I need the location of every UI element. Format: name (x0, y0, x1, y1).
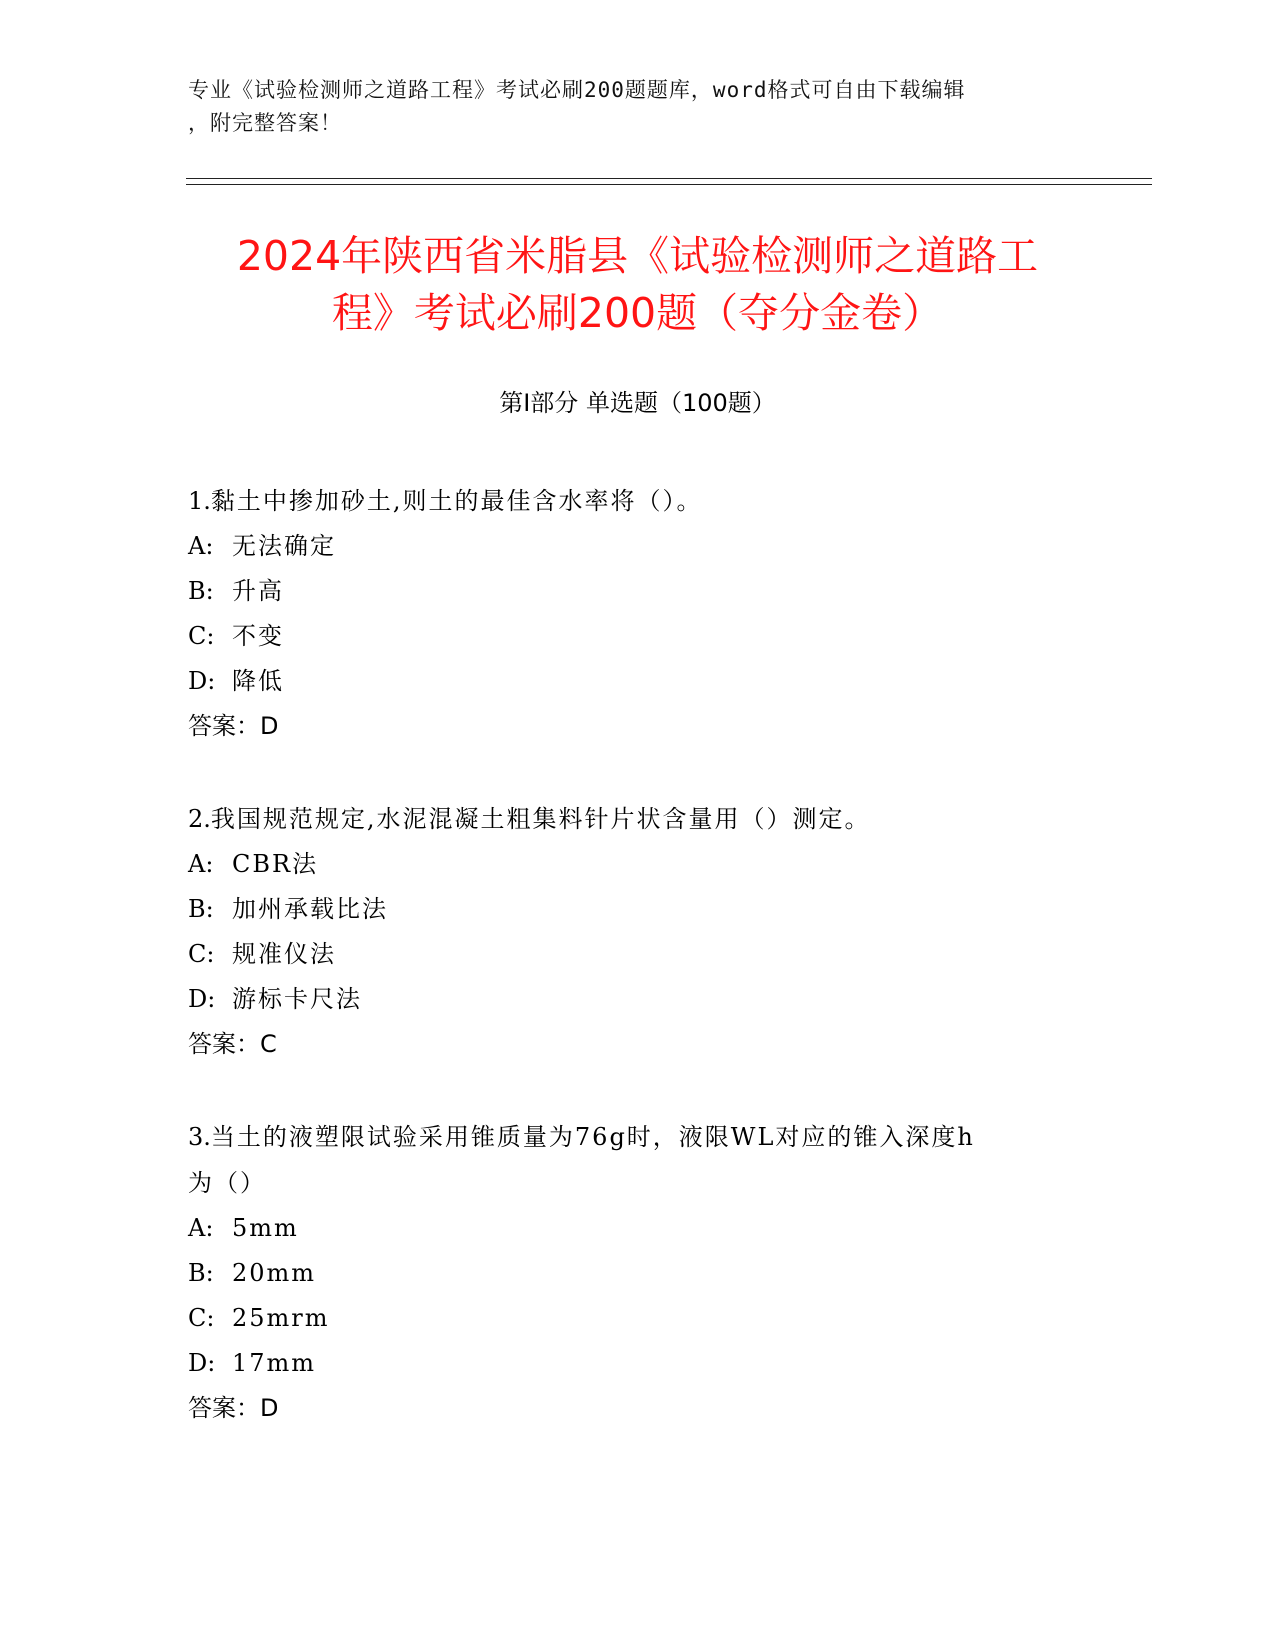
option-d (188, 659, 1088, 704)
option-letter: B: (188, 895, 214, 923)
option-a (188, 524, 1088, 569)
option-d (188, 1341, 1088, 1386)
option-b (188, 569, 1088, 614)
option-letter: B: (188, 1259, 214, 1287)
option-letter: C: (188, 1304, 215, 1332)
option-b (188, 1251, 1088, 1296)
option-letter: D: (188, 1349, 216, 1377)
option-text: 加州承载比法 (232, 895, 388, 923)
option-text: 25mrm (232, 1304, 330, 1332)
option-text: 20mm (232, 1259, 317, 1287)
option-text: 游标卡尺法 (232, 985, 362, 1013)
intro-line-1: 专业《试验检测师之道路工程》考试必刷200题题库，word格式可自由下载编辑 (188, 78, 966, 102)
question-text-line-2: 为（） (188, 1169, 266, 1197)
option-text: 17mm (232, 1349, 317, 1377)
question-number: 3. (188, 1123, 211, 1151)
section-heading: 第Ⅰ部分 单选题（100题） (499, 389, 776, 417)
intro-line-2: ，附完整答案！ (188, 111, 342, 135)
question-stem (188, 796, 1088, 842)
option-letter: A: (188, 850, 214, 878)
question-1 (188, 478, 1088, 749)
answer: 答案：D (188, 1394, 279, 1422)
option-d (188, 977, 1088, 1022)
option-letter: A: (188, 532, 214, 560)
option-letter: C: (188, 940, 215, 968)
option-letter: D: (188, 667, 216, 695)
option-c (188, 1296, 1088, 1341)
option-text: 规准仪法 (232, 940, 336, 968)
option-text: 降低 (232, 667, 284, 695)
option-letter: D: (188, 985, 216, 1013)
question-2 (188, 796, 1088, 1067)
question-number: 1. (188, 487, 211, 515)
option-c (188, 614, 1088, 659)
option-text: 5mm (232, 1214, 299, 1242)
option-a (188, 842, 1088, 887)
option-a (188, 1206, 1088, 1251)
question-text-line-1: 黏土中掺加砂土,则土的最佳含水率将（）。 (210, 487, 703, 515)
question-number: 2. (188, 805, 211, 833)
question-3 (188, 1114, 1088, 1431)
option-b (188, 887, 1088, 932)
option-text: 升高 (232, 577, 284, 605)
option-c (188, 932, 1088, 977)
title-line-1: 2024年陕西省米脂县《试验检测师之道路工 (236, 232, 1039, 280)
title-line-2: 程》考试必刷200题（夺分金卷） (331, 289, 944, 337)
option-letter: C: (188, 622, 215, 650)
question-text-line-1: 我国规范规定,水泥混凝土粗集料针片状含量用（）测定。 (210, 805, 871, 833)
option-letter: B: (188, 577, 214, 605)
option-letter: A: (188, 1214, 214, 1242)
question-text-line-1: 当土的液塑限试验采用锥质量为76g时，液限WL对应的锥入深度h (210, 1123, 975, 1151)
document-title (150, 228, 1125, 342)
option-text: 无法确定 (232, 532, 336, 560)
option-text: 不变 (232, 622, 284, 650)
answer: 答案：C (188, 1030, 277, 1058)
header-divider-bottom (186, 184, 1152, 185)
intro-text (188, 74, 1088, 140)
question-stem (188, 1114, 1088, 1206)
answer: 答案：D (188, 712, 279, 740)
header-divider-top (186, 178, 1152, 179)
option-text: CBR法 (232, 850, 319, 878)
question-stem (188, 478, 1088, 524)
